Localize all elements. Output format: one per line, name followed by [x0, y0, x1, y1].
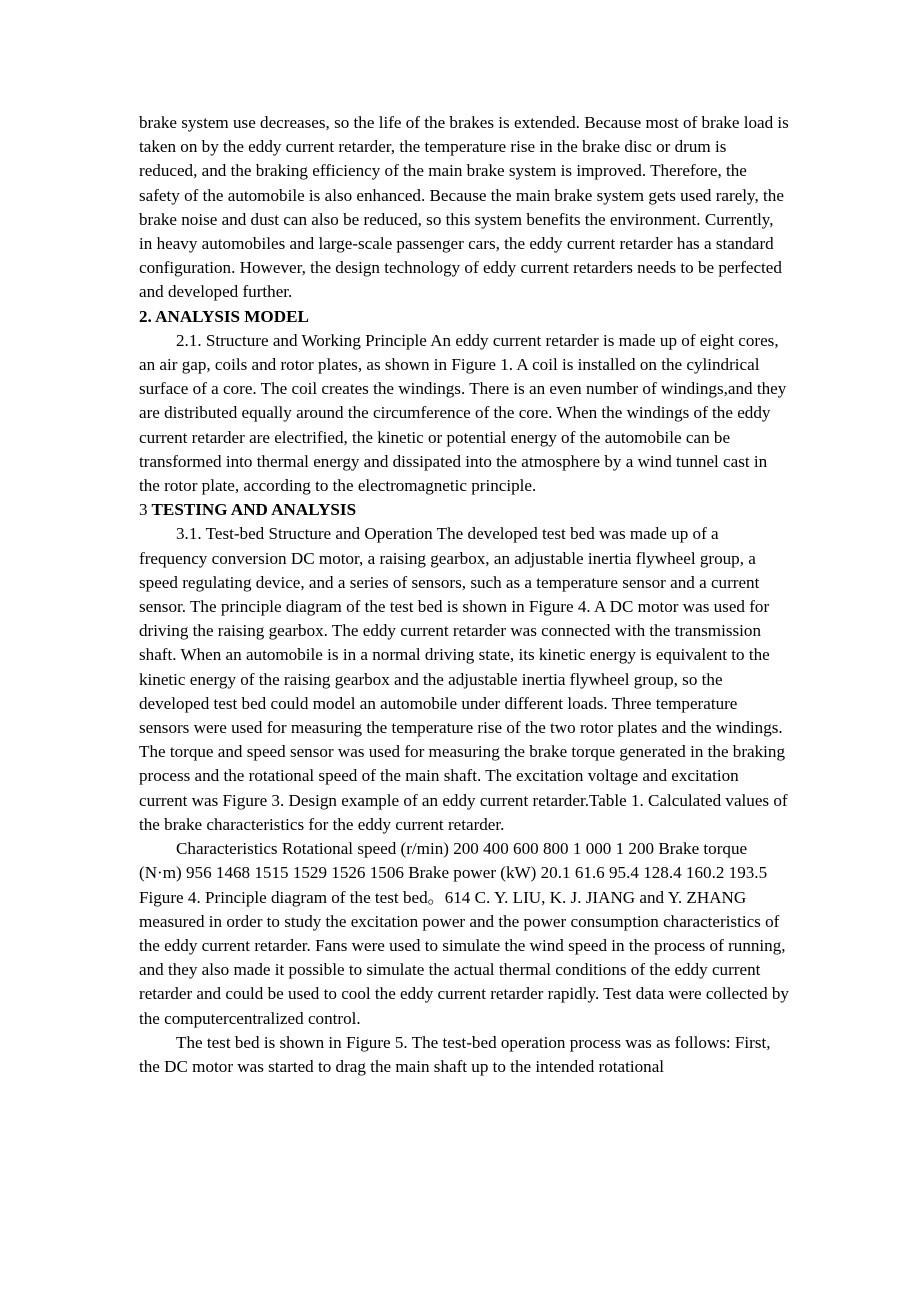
paragraph-characteristics: Characteristics Rotational speed (r/min) 200 400 600 800 1 000 1 200 Brake torque (N·m) 956 1468 1515 1529 1526 1506 Brake power (kW) 20.1 61.6 95.4 128.4 160.2 193.5 Figure 4. Principle diagram of the test bed。614 C. Y. LIU, K. J. JIANG and Y. ZHANG measured in order to study the excitation power and the power consumption characteristics of the eddy current retarder. Fans were used to simulate the wind speed in the process of running, and they also made it possible to simulate the actual thermal conditions of the eddy current retarder and could be used to cool the eddy current retarder rapidly. Test data were collected by the computercentralized control. [139, 839, 789, 1028]
section-number: 3 [139, 500, 148, 520]
paragraph-structure-principle: 2.1. Structure and Working Principle An eddy current retarder is made up of eight cores, an air gap, coils and rotor plates, as shown in Figure 1. A coil is installed on the cylindrical surface of a core. The coil creates the windings. There is an even number of windings,and they are distributed equally around the circumference of the core. When the windings of the eddy current retarder are electrified, the kinetic or potential energy of the automobile can be transformed into thermal energy and dissipated into the atmosphere by a wind tunnel cast in the rotor plate, according to the electromagnetic principle. [139, 330, 787, 496]
document-page [139, 111, 789, 1079]
paragraph-test-bed-structure: 3.1. Test-bed Structure and Operation The developed test bed was made up of a frequency conversion DC motor, a raising gearbox, an adjustable inertia flywheel group, a speed regulating device, and a series of sensors, such as a temperature sensor and a current sensor. The principle diagram of the test bed is shown in Figure 4. A DC motor was used for driving the raising gearbox. The eddy current retarder was connected with the transmission shaft. When an automobile is in a normal driving state, its kinetic energy is equivalent to the kinetic energy of the raising gearbox and the adjustable inertia flywheel group, so the developed test bed could model an automobile under different loads. Three temperature sensors were used for measuring the temperature rise of the two rotor plates and the windings. The torque and speed sensor was used for measuring the brake torque generated in the braking process and the rotational speed of the main shaft. The excitation voltage and excitation current was Figure 3. Design example of an eddy current retarder.Table 1. Calculated values of the brake characteristics for the eddy current retarder. [139, 524, 788, 834]
paragraph-intro: brake system use decreases, so the life of the brakes is extended. Because most of brake load is taken on by the eddy current retarder, the temperature rise in the brake disc or drum is reduced, and the braking efficiency of the main brake system is improved. Therefore, the safety of the automobile is also enhanced. Because the main brake system gets used rarely, the brake noise and dust can also be reduced, so this system benefits the environment. Currently, in heavy automobiles and large-scale passenger cars, the eddy current retarder has a standard configuration. However, the design technology of eddy current retarders needs to be perfected and developed further. [139, 113, 789, 302]
section-title: TESTING AND ANALYSIS [151, 500, 357, 520]
section-heading-testing-analysis [139, 498, 789, 522]
paragraph-test-bed-operation: The test bed is shown in Figure 5. The test-bed operation process was as follows: First, the DC motor was started to drag the main shaft up to the intended rotational [139, 1032, 771, 1076]
section-heading-analysis-model: 2. ANALYSIS MODEL [139, 306, 309, 326]
